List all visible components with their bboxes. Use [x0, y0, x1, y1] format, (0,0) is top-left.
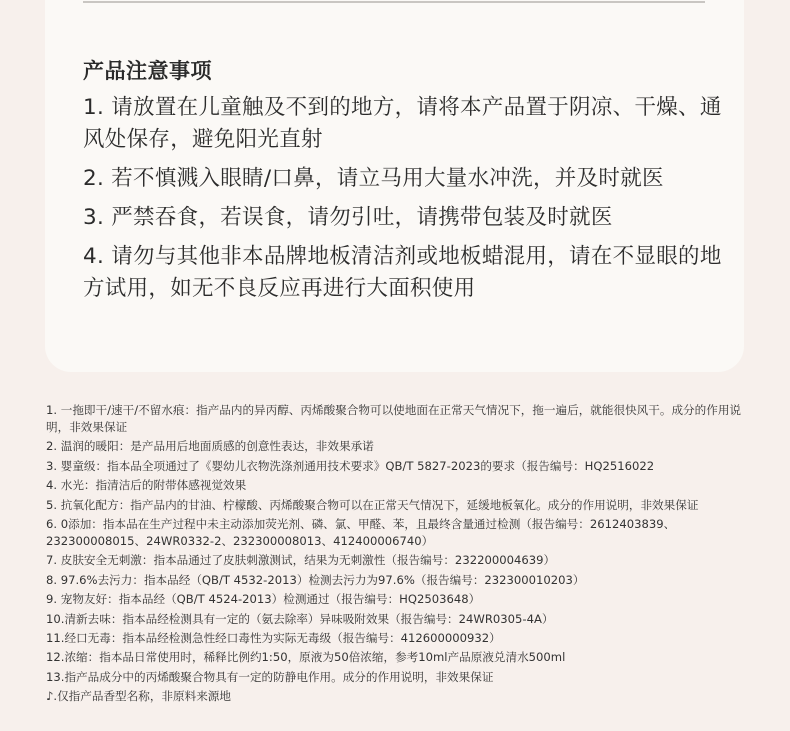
footnotes-list	[46, 402, 746, 707]
footnote-item: 4. 水光：指清洁后的附带体感视觉效果	[46, 478, 247, 493]
precautions-list	[83, 92, 723, 312]
precautions-card	[45, 0, 744, 372]
precaution-item: 2. 若不慎溅入眼睛/口鼻，请立马用大量水冲洗，并及时就医	[83, 166, 664, 191]
precaution-item: 1. 请放置在儿童触及不到的地方，请将本产品置于阴凉、干燥、通风处保存，避免阳光直射	[83, 95, 722, 152]
precaution-item: 3. 严禁吞食，若误食，请勿引吐，请携带包装及时就医	[83, 205, 613, 230]
footnote-item: 13.指产品成分中的丙烯酸聚合物具有一定的防静电作用。成分的作用说明，非效果保证	[46, 669, 494, 684]
footnote-item: 12.浓缩：指本品日常使用时，稀释比例约1:50，原液为50倍浓缩，参考10ml产品原液兑清水500ml	[46, 650, 566, 665]
footnote-item: 6. 0添加：指本品在生产过程中未主动添加荧光剂、磷、氯、甲醛、苯，且最终含量通过检测（报告编号：2612403839、232300008015、24WR0332-2、232300008013、412400006740）	[46, 516, 676, 548]
footnote-item: 11.经口无毒：指本品经检测急性经口毒性为实际无毒级（报告编号：412600000932）	[46, 630, 501, 645]
footnote-item: 3. 婴童级：指本品全项通过了《婴幼儿衣物洗涤剂通用技术要求》QB/T 5827-2023的要求（报告编号：HQ2516022	[46, 458, 655, 473]
divider	[83, 1, 705, 3]
footnote-item: 8. 97.6%去污力：指本品经（QB/T 4532-2013）检测去污力为97.6%（报告编号：232300010203）	[46, 572, 585, 587]
footnote-item: ♪.仅指产品香型名称，非原料来源地	[46, 689, 231, 704]
footnote-item: 9. 宠物友好：指本品经（QB/T 4524-2013）检测通过（报告编号：HQ2503648）	[46, 592, 481, 607]
footnote-item: 10.清新去味：指本品经检测具有一定的（氨去除率）异味吸附效果（报告编号：24WR0305-4A）	[46, 611, 554, 626]
precaution-item: 4. 请勿与其他非本品牌地板清洁剂或地板蜡混用，请在不显眼的地方试用，如无不良反应再进行大面积使用	[83, 244, 722, 301]
footnote-item: 2. 温润的暖阳：是产品用后地面质感的创意性表达，非效果承诺	[46, 439, 374, 454]
footnote-item: 7. 皮肤安全无刺激：指本品通过了皮肤刺激测试，结果为无刺激性（报告编号：232200004639）	[46, 553, 556, 568]
footnote-item: 5. 抗氧化配方：指产品内的甘油、柠檬酸、丙烯酸聚合物可以在正常天气情况下，延缓地板氧化。成分的作用说明，非效果保证	[46, 497, 699, 512]
card-title: 产品注意事项	[83, 59, 212, 83]
footnote-item: 1. 一拖即干/速干/不留水痕：指产品内的异丙醇、丙烯酸聚合物可以使地面在正常天气情况下，拖一遍后，就能很快风干。成分的作用说明，非效果保证	[46, 403, 742, 434]
